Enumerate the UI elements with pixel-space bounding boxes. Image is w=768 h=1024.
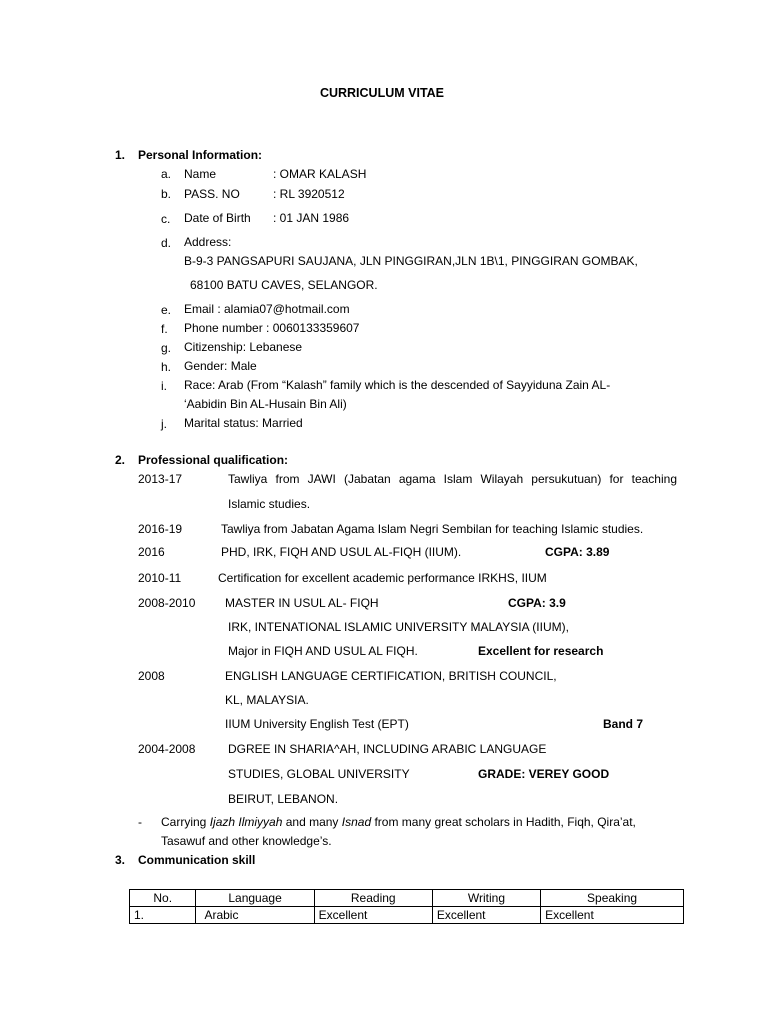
qualification-line: KL, MALAYSIA. [225, 693, 309, 707]
note-line2: Tasawuf and other knowledge’s. [161, 834, 332, 848]
language-table [129, 889, 684, 924]
email-text: Email : alamia07@hotmail.com [184, 302, 350, 316]
qualification-line: Tawliya from JAWI (Jabatan agama Islam Wilayah persukutuan) for teaching [228, 472, 677, 486]
table-header: No. [130, 890, 196, 907]
item-marker: i. [161, 379, 167, 393]
qualification-year: 2010-11 [138, 571, 182, 585]
section2-heading: Professional qualification: [138, 453, 289, 467]
qualification-line: PHD, IRK, FIQH AND USUL AL-FIQH (IIUM). [221, 545, 462, 559]
qualification-line: MASTER IN USUL AL- FIQH [225, 596, 379, 610]
address-label: Address: [184, 235, 232, 249]
qualification-year: 2016 [138, 545, 165, 559]
dob-value: : 01 JAN 1986 [273, 211, 350, 225]
table-header: Reading [314, 890, 432, 907]
qualification-line: ENGLISH LANGUAGE CERTIFICATION, BRITISH COUNCIL, [225, 669, 557, 683]
qualification-line: DGREE IN SHARIA^AH, INCLUDING ARABIC LANGUAGE [228, 742, 547, 756]
qualification-line: Major in FIQH AND USUL AL FIQH. [228, 644, 418, 658]
section3-number: 3. [115, 853, 126, 867]
qualification-line: IRK, INTENATIONAL ISLAMIC UNIVERSITY MALAYSIA (IIUM), [228, 620, 569, 634]
address-line1: B-9-3 PANGSAPURI SAUJANA, JLN PINGGIRAN,JLN 1B\1, PINGGIRAN GOMBAK, [184, 254, 638, 268]
qualification-year: 2016-19 [138, 522, 183, 536]
qualification-line: BEIRUT, LEBANON. [228, 792, 339, 806]
section2-number: 2. [115, 453, 126, 467]
qualification-line: Islamic studies. [228, 497, 311, 511]
dob-label: Date of Birth [184, 211, 251, 225]
race-line2: ‘Aabidin Bin AL-Husain Bin Ali) [184, 397, 347, 411]
note-dash: - [138, 815, 142, 829]
phone-text: Phone number : 0060133359607 [184, 321, 360, 335]
item-marker: d. [161, 236, 172, 250]
qualification-line: Tawliya from Jabatan Agama Islam Negri Sembilan for teaching Islamic studies. [221, 522, 644, 536]
qualification-grade: Excellent for research [478, 644, 604, 658]
qualification-year: 2008-2010 [138, 596, 196, 610]
table-row [130, 907, 684, 924]
item-marker: j. [161, 417, 167, 431]
qualification-year: 2004-2008 [138, 742, 196, 756]
name-label: Name [184, 167, 217, 181]
table-header: Speaking [541, 890, 684, 907]
table-header: Writing [432, 890, 540, 907]
section3-heading: Communication skill [138, 853, 256, 867]
item-marker: e. [161, 303, 172, 317]
section1-heading: Personal Information: [138, 148, 263, 162]
language-table-wrap [129, 889, 684, 924]
item-marker: f. [161, 322, 168, 336]
note-text: Carrying [161, 815, 210, 829]
table-cell: 1. [130, 907, 196, 924]
qualification-grade: GRADE: VEREY GOOD [478, 767, 610, 781]
qualification-line: IIUM University English Test (EPT) [225, 717, 409, 731]
table-cell: Excellent [314, 907, 432, 924]
note-italic: Ijazh Ilmiyyah [209, 815, 283, 829]
address-line2: 68100 BATU CAVES, SELANGOR. [190, 278, 378, 292]
document-title: CURRICULUM VITAE [319, 86, 445, 100]
pass-value: : RL 3920512 [273, 187, 345, 201]
item-marker: a. [161, 167, 172, 181]
marital-text: Marital status: Married [184, 416, 303, 430]
item-marker: g. [161, 341, 172, 355]
item-marker: b. [161, 187, 172, 201]
note-text: from many great scholars in Hadith, Fiqh, Qira’at, [371, 815, 636, 829]
table-header-row [130, 890, 684, 907]
qualification-grade: Band 7 [603, 717, 644, 731]
qualification-line: STUDIES, GLOBAL UNIVERSITY [228, 767, 410, 781]
table-cell: Excellent [541, 907, 684, 924]
note-line1 [161, 815, 636, 829]
qualification-line: Certification for excellent academic performance IRKHS, IIUM [218, 571, 547, 585]
race-line1: Race: Arab (From “Kalash” family which is the descended of Sayyiduna Zain AL- [184, 378, 611, 392]
table-header: Language [196, 890, 314, 907]
section1-number: 1. [115, 148, 126, 162]
gender-text: Gender: Male [184, 359, 257, 373]
qualification-grade: CGPA: 3.9 [508, 596, 566, 610]
qualification-year: 2008 [138, 669, 165, 683]
item-marker: c. [161, 212, 171, 226]
citizenship-text: Citizenship: Lebanese [184, 340, 303, 354]
qualification-grade: CGPA: 3.89 [545, 545, 610, 559]
note-text: and many [282, 815, 342, 829]
table-cell: Excellent [432, 907, 540, 924]
note-italic: Isnad [341, 815, 372, 829]
name-value: : OMAR KALASH [273, 167, 367, 181]
qualification-year: 2013-17 [138, 472, 183, 486]
pass-label: PASS. NO [184, 187, 240, 201]
item-marker: h. [161, 360, 172, 374]
table-cell: Arabic [196, 907, 314, 924]
